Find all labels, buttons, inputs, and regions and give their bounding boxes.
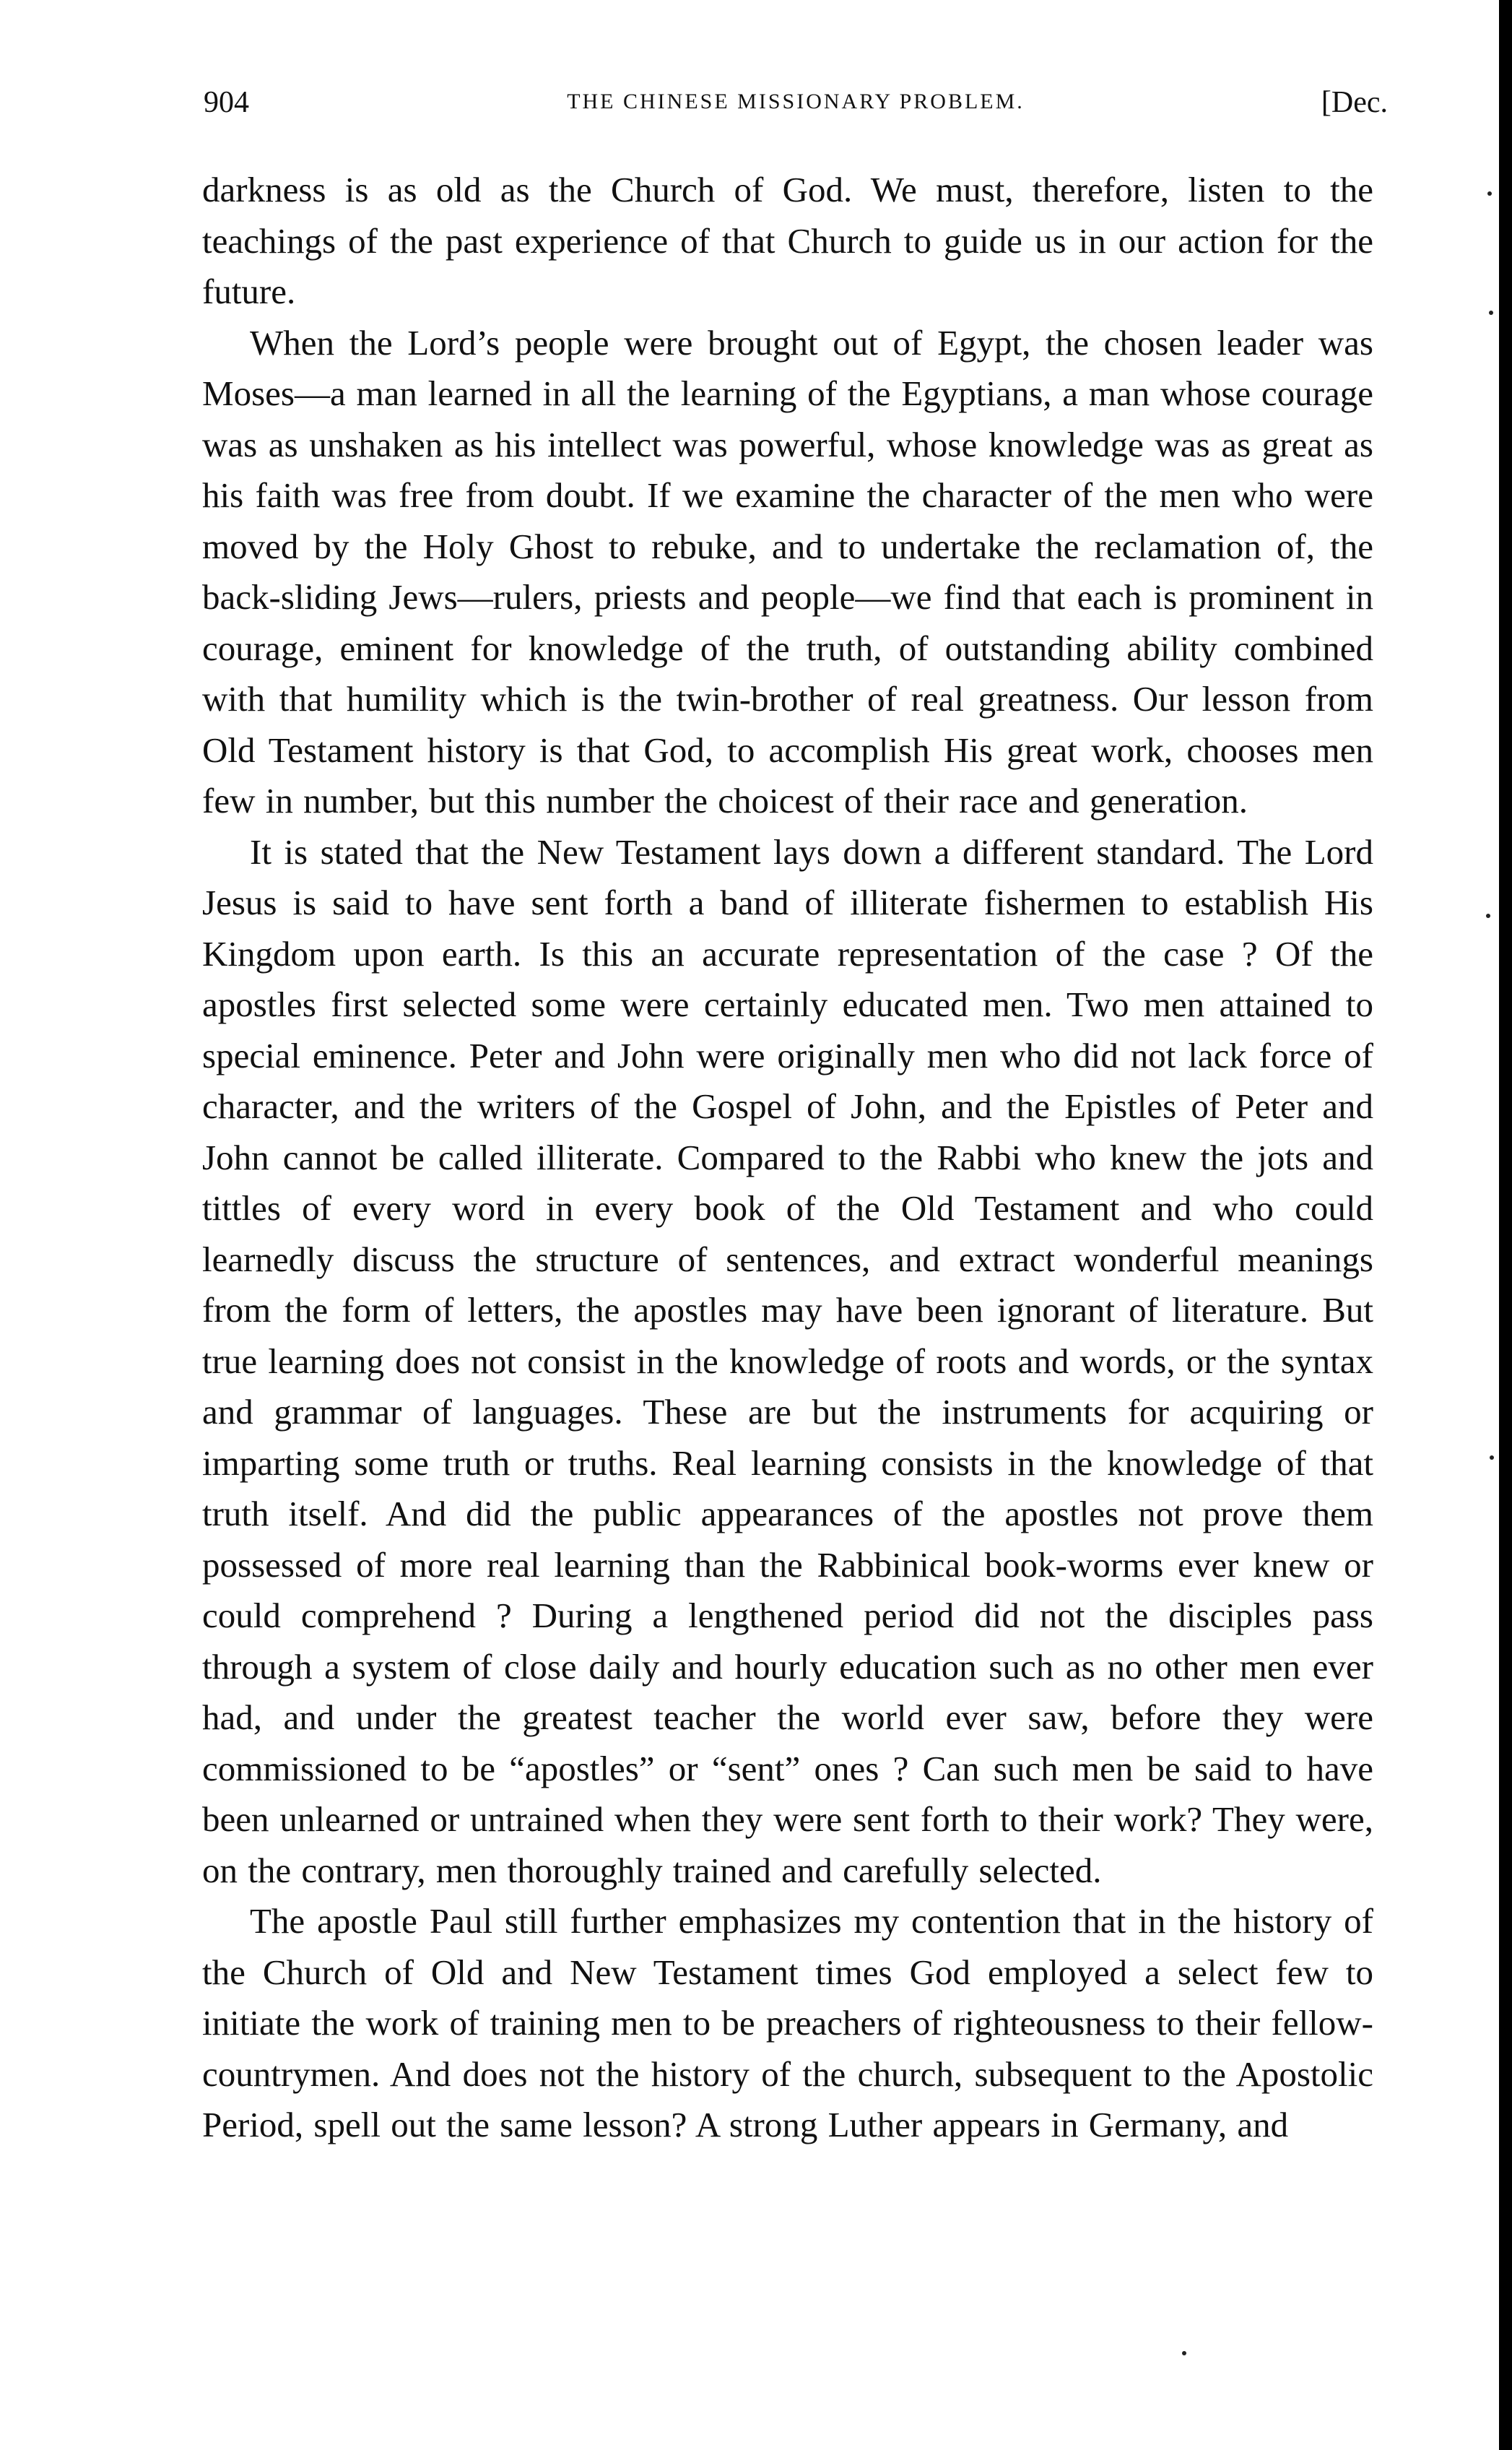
running-title: THE CHINESE MISSIONARY PROBLEM. <box>567 90 1025 113</box>
scan-speck <box>1487 191 1492 196</box>
scan-speck <box>1182 2351 1186 2355</box>
paragraph-2: When the Lord’s people were brought out of Egypt, the chosen leader was Moses—a man learned in all the learning of the Egyptians, a man whose courage was as unshaken as his intellect was powerful, whose knowledge was as great as his faith was free from doubt. If we examine the character of the men who were moved by the Holy Ghost to rebuke, and to undertake the reclamation of, the back-sliding Jews—rulers, priests and people—we find that each is prominent in courage, eminent for knowledge of the truth, of outstanding ability combined with that humility which is the twin-brother of real greatness. Our lesson from Old Testament history is that God, to accomplish His great work, chooses men few in number, but this number the choicest of their race and generation. <box>202 322 1373 821</box>
body-text <box>202 165 1373 2151</box>
paragraph-3: It is stated that the New Testament lays down a different standard. The Lord Jesus is said to have sent forth a band of illiterate fishermen to establish His Kingdom upon earth. Is this an accurate representation of the case ? Of the apostles first selected some were certainly educated men. Two men attained to special eminence. Peter and John were originally men who did not lack force of character, and the writers of the Gospel of John, and the Epistles of Peter and John cannot be called illiterate. Compared to the Rabbi who knew the jots and tittles of every word in every book of the Old Testament and who could learnedly discuss the structure of sentences, and extract wonderful meanings from the form of letters, the apostles may have been ignorant of literature. But true learning does not consist in the knowledge of roots and words, or the syntax and grammar of languages. These are but the instruments for acquiring or imparting some truth or truths. Real learning consists in the knowledge of that truth itself. And did the public appearances of the apostles not prove them possessed of more real learning than the Rabbinical book-worms ever knew or could comprehend ? During a lengthened period did not the disciples pass through a system of close daily and hourly education such as no other men ever had, and under the greatest teacher the world ever saw, before they were commissioned to be “apostles” or “sent” ones ? Can such men be said to have been unlearned or untrained when they were sent forth to their work? They were, on the contrary, men thoroughly trained and carefully selected. <box>202 831 1373 1890</box>
section-mark: [Dec. <box>1321 86 1388 119</box>
scan-speck <box>1490 1455 1494 1460</box>
paragraph-1: darkness is as old as the Church of God. We must, therefore, listen to the teachings of the past experience of that Church to guide us in our action for the future. <box>202 170 1373 311</box>
scan-binding-edge <box>1499 0 1512 2450</box>
page-number: 904 <box>204 86 249 119</box>
scan-speck <box>1489 311 1493 315</box>
scan-speck <box>1486 914 1490 918</box>
paragraph-4: The apostle Paul still further emphasizes my contention that in the history of the Church of Old and New Testament times God employed a select few to initiate the work of training men to be preachers of righteousness to their fellow-countrymen. And does not the history of the church, subsequent to the Apostolic Period, spell out the same lesson? A strong Luther appears in Germany, and <box>202 1901 1373 2144</box>
page-header <box>204 85 1388 136</box>
